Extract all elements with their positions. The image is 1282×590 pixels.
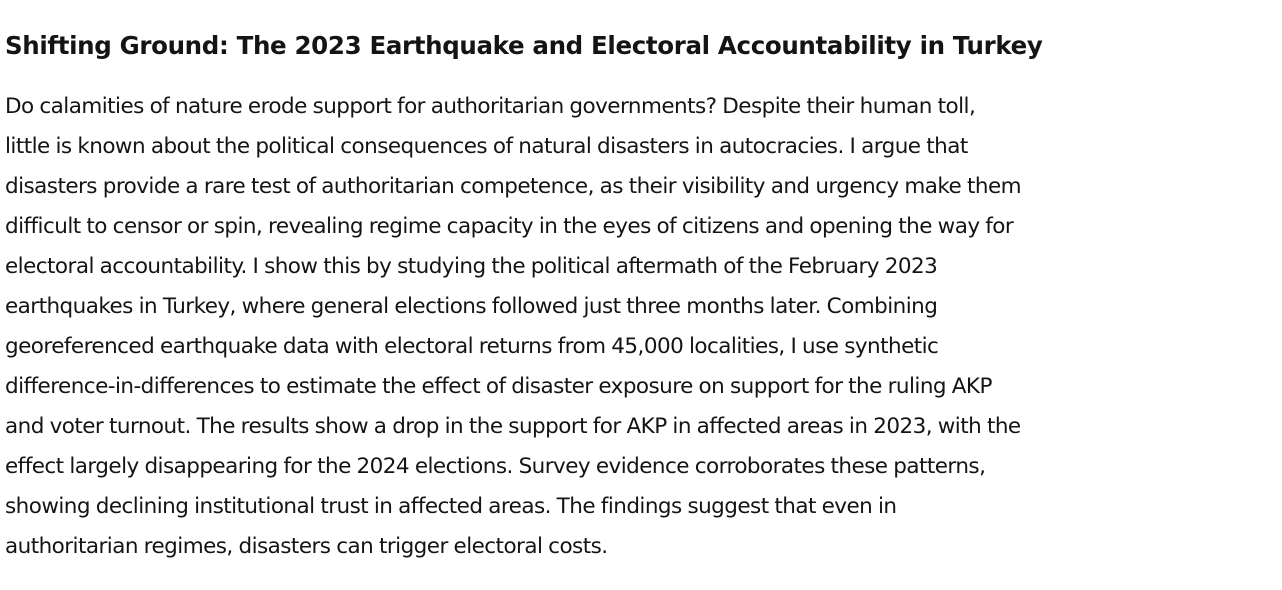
abstract-line: earthquakes in Turkey, where general elections followed just three months later. Combining <box>5 294 938 319</box>
abstract-line: little is known about the political consequences of natural disasters in autocracies. I argue that <box>5 134 968 159</box>
paper-page <box>5 26 1277 567</box>
abstract-line: showing declining institutional trust in affected areas. The findings suggest that even in <box>5 494 897 519</box>
abstract-line: difficult to censor or spin, revealing regime capacity in the eyes of citizens and opening the way for <box>5 214 1014 239</box>
abstract-line: and voter turnout. The results show a drop in the support for AKP in affected areas in 2023, with the <box>5 414 1021 439</box>
abstract-line: Do calamities of nature erode support for authoritarian governments? Despite their human toll, <box>5 94 976 119</box>
abstract-line: disasters provide a rare test of authoritarian competence, as their visibility and urgency make them <box>5 174 1022 199</box>
abstract-line: georeferenced earthquake data with electoral returns from 45,000 localities, I use synthetic <box>5 334 939 359</box>
abstract-line: difference-in-differences to estimate the effect of disaster exposure on support for the ruling AKP <box>5 374 992 399</box>
abstract-line: electoral accountability. I show this by studying the political aftermath of the February 2023 <box>5 254 938 279</box>
paper-abstract <box>5 87 1277 567</box>
paper-title: Shifting Ground: The 2023 Earthquake and Electoral Accountability in Turkey <box>5 31 1043 60</box>
abstract-line: authoritarian regimes, disasters can trigger electoral costs. <box>5 534 608 559</box>
abstract-line: effect largely disappearing for the 2024 elections. Survey evidence corroborates these patterns, <box>5 454 986 479</box>
